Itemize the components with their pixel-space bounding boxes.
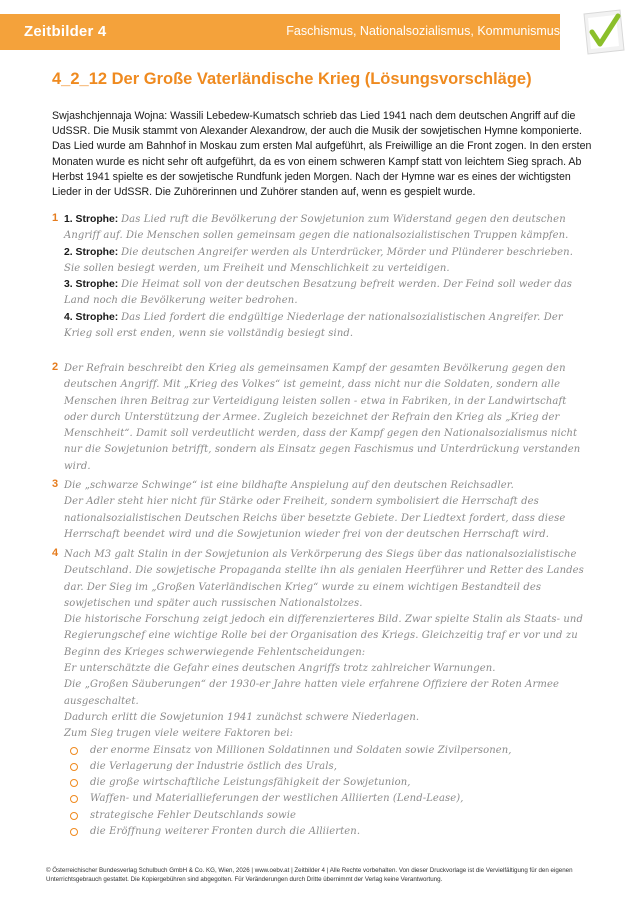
circle-bullet-icon <box>70 812 78 820</box>
factor-list <box>64 743 584 841</box>
list-item-text: die Verlagerung der Industrie östlich des Urals, <box>90 760 338 772</box>
answer-line: Die „Großen Säuberungen“ der 1930-er Jahre hatten viele erfahrene Offiziere der Roten Armee ausgeschaltet. <box>64 679 559 707</box>
page-title: 4_2_12 Der Große Vaterländische Krieg (Lösungsvorschläge) <box>52 70 532 88</box>
list-item <box>64 808 584 824</box>
task-number: 3 <box>52 478 59 490</box>
circle-bullet-icon <box>70 828 78 836</box>
stanza-answer: Das Lied ruft die Bevölkerung der Sowjetunion zum Widerstand gegen den deutschen Angriff auf. Die Menschen sollen gemeinsam gegen die nationalsozialistischen Truppen kämpfen. <box>64 214 569 242</box>
stanza-1 <box>64 212 584 245</box>
list-item-text: Waffen- und Materiallieferungen der westlichen Alliierten (Lend-Lease), <box>90 793 464 805</box>
intro-text: Swjashchjennaja Wojna: Wassili Lebedew-Kumatsch schrieb das Lied 1941 nach dem deutschen Angriff auf die UdSSR. Die Musik stammt von Alexander Alexandrow, der auch die Musik der sowjetischen Hymne komponierte. Das Lied wurde am Bahnhof in Moskau zum ersten Mal aufgeführt, als Freiwillige an die Front zogen. In den ersten Monaten wurde es nicht sehr oft aufgeführt, da es von einem schweren Kampf statt von leichtem Sieg sprach. Ab Herbst 1941 spielte es der sowjetische Rundfunk jeden Morgen. Nach der Hymne war es eines der wichtigsten Lieder in der UdSSR. Die Zuhörerinnen und Zuhörer standen auf, wenn es gespielt wurde. <box>52 110 592 199</box>
answer-line: Nach M3 galt Stalin in der Sowjetunion als Verkörperung des Siegs über das nationalsozialistische Deutschland. Die sowjetische Propaganda stellte ihn als genialen Heerführer und Retter des Landes dar. Der Sieg im „Großen Vaterländischen Krieg“ wurde zu einem wichtigen Bestandteil des sowjetischen und später auch russischen Nationalstolzes. <box>64 549 584 609</box>
circle-bullet-icon <box>70 779 78 787</box>
list-item <box>64 791 584 807</box>
list-item-text: strategische Fehler Deutschlands sowie <box>90 809 297 821</box>
stanza-label: 2. Strophe: <box>64 246 119 258</box>
circle-bullet-icon <box>70 747 78 755</box>
list-item-text: der enorme Einsatz von Millionen Soldatinnen und Soldaten sowie Zivilpersonen, <box>90 744 512 756</box>
task-answer <box>64 212 584 342</box>
task-answer <box>64 478 584 543</box>
stanza-label: 1. Strophe: <box>64 214 119 225</box>
circle-bullet-icon <box>70 763 78 771</box>
answer-line: Der Adler steht hier nicht für Stärke oder Freiheit, sondern symbolisiert die Herrschaft des nationalsozialistischen Deutschen Reichs über besetzte Gebiete. Der Liedtext fordert, dass diese Herrschaft beendet wird und die Sowjetunion wieder frei von der deutschen Herrschaft wird. <box>64 496 566 540</box>
brand-title: Zeitbilder 4 <box>24 23 107 40</box>
stanza-answer: Die deutschen Angreifer werden als Unterdrücker, Mörder und Plünderer beschrieben. Sie sollen besiegt werden, um Freiheit und Menschlichkeit zu verteidigen. <box>64 246 573 274</box>
task-number: 2 <box>52 361 59 373</box>
list-item <box>64 824 584 840</box>
stanza-2 <box>64 245 584 278</box>
list-item-text: die große wirtschaftliche Leistungsfähigkeit der Sowjetunion, <box>90 777 411 789</box>
answer-line: Die „schwarze Schwinge“ ist eine bildhafte Anspielung auf den deutschen Reichsadler. <box>64 480 514 491</box>
answer-line: Zum Sieg trugen viele weitere Faktoren bei: <box>64 728 294 740</box>
stanza-3 <box>64 277 584 310</box>
stanza-answer: Die Heimat soll von der deutschen Besatzung befreit werden. Der Feind soll weder das Land noch die Bevölkerung weiter bedrohen. <box>64 279 573 307</box>
stanza-label: 4. Strophe: <box>64 311 119 323</box>
header-bar <box>0 14 560 50</box>
topic-title: Faschismus, Nationalsozialismus, Kommunismus <box>286 24 560 38</box>
list-item-text: die Eröffnung weiterer Fronten durch die Alliierten. <box>90 826 361 838</box>
stanza-label: 3. Strophe: <box>64 279 119 291</box>
copyright-footer: © Österreichischer Bundesverlag Schulbuch GmbH & Co. KG, Wien, 2026 | www.oebv.at | Zeitbilder 4 | Alle Rechte vorbehalten. Von dieser Druckvorlage ist die Vervielfältigung für den eigenen Unterrichtsgebrauch gestattet. Die Kopiergebühren sind abgegolten. Für Veränderungen durch Dritte übernimmt der Verlag keine Verantwortung. <box>46 867 573 883</box>
answer-line: Er unterschätzte die Gefahr eines deutschen Angriffs trotz zahlreicher Warnungen. <box>64 663 496 675</box>
list-item <box>64 743 584 759</box>
stanza-answer: Das Lied fordert die endgültige Niederlage der nationalsozialistischen Angreifer. Der Krieg soll erst enden, wenn sie vollständig besiegt sind. <box>64 311 563 340</box>
task-answer <box>64 361 584 475</box>
answer-line: Dadurch erlitt die Sowjetunion 1941 zunächst schwere Niederlagen. <box>64 711 420 723</box>
answer-paragraph: Der Refrain beschreibt den Krieg als gemeinsamen Kampf der gesamten Bevölkerung gegen den deutschen Angriff. Mit „Krieg des Volkes“ ist gemeint, dass nicht nur die Soldaten, sondern alle Menschen ihren Beitrag zur Verteidigung leisten sollen - etwa in Fabriken, in der Landwirtschaft oder durch Unterstützung der Armee. Zugleich bezeichnet der Refrain den Krieg als „Krieg der Menschheit“. Damit soll verdeutlicht werden, dass der Kampf gegen den Nationalsozialismus nicht nur die Sowjetunion betrifft, sondern als Einsatz gegen Faschismus und Unterdrückung verstanden wird. <box>64 363 581 472</box>
checked-paper-icon <box>574 6 630 58</box>
stanza-4 <box>64 310 584 343</box>
task-number: 4 <box>52 547 59 559</box>
task-answer <box>64 547 584 840</box>
task-number: 1 <box>52 212 59 224</box>
list-item <box>64 775 584 791</box>
list-item <box>64 759 584 775</box>
answer-line: Die historische Forschung zeigt jedoch ein differenzierteres Bild. Zwar spielte Stalin als Staats- und Regierungschef eine wichtige Rolle bei der Organisation des Kriegs. Gleichzeitig traf er vor und zu Beginn des Krieges schwerwiegende Fehlentscheidungen: <box>64 614 583 658</box>
circle-bullet-icon <box>70 795 78 803</box>
